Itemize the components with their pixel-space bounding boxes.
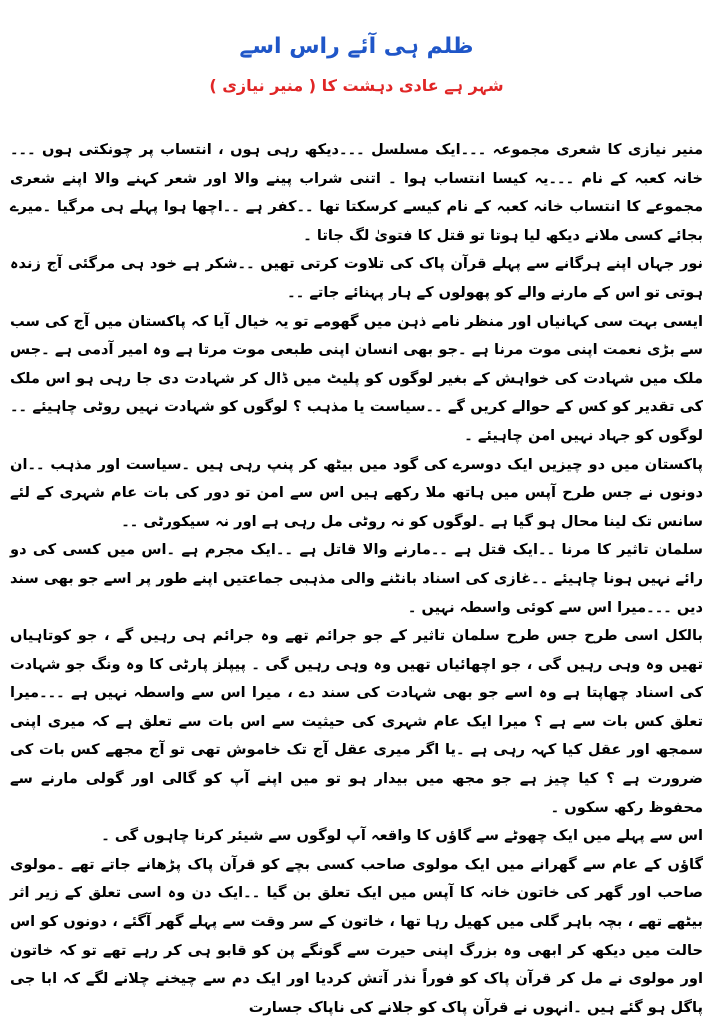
paragraph: منیر نیازی کا شعری مجموعہ ۔۔۔ایک مسلسل ۔۔۔دیکھ رہی ہوں ، انتساب پر چونکتی ہوں ۔۔۔خانہ کعبہ کے نام ۔۔۔یہ کیسا انتساب ہوا ۔ اتنی شراب پینے والا اور شعر کہنے والا اپنے شعری مجموعے کا انتساب خانہ کعبہ کے نام کیسے کرسکتا تھا ۔۔کفر ہے ۔۔اچھا ہوا پہلے ہی مرگیا ۔میرے بجائے کسی ملانے دیکھ لیا ہوتا تو قتل کا فتویٰ لگ جاتا ۔: [10, 141, 703, 244]
paragraph: پاکستان میں دو چیزیں ایک دوسرے کی گود میں بیٹھ کر پنپ رہی ہیں ۔سیاست اور مذہب ۔۔ان دونوں نے جس طرح آپس میں ہاتھ ملا رکھے ہیں اس سے امن تو دور کی بات عام شہری کے لئے سانس تک لینا محال ہو گیا ہے ۔لوگوں کو نہ روٹی مل رہی ہے اور نہ سیکورٹی ۔۔: [10, 455, 703, 530]
article-title: ظلم ہی آئے راس اسے: [239, 34, 474, 59]
article-body: [10, 136, 703, 1022]
paragraph: نور جہاں اپنے ہرگانے سے پہلے قرآن پاک کی تلاوت کرتی تھیں ۔۔شکر ہے خود ہی مرگئی آج زندہ ہوتی تو اس کے مارنے والے کو پھولوں کے ہار پہنائے جاتے ۔۔: [10, 255, 703, 301]
paragraph: ایسی بہت سی کہانیاں اور منظر نامے ذہن میں گھومے تو یہ خیال آیا کہ پاکستان میں آج کی سب سے بڑی نعمت اپنی موت مرنا ہے ۔جو بھی انسان اپنی طبعی موت مرتا ہے وہ امیر آدمی ہے ۔جس ملک میں شہادت کی خواہش کے بغیر لوگوں کو پلیٹ میں ڈال کر شہادت دی جا رہی ہو اس ملک کی تقدیر کو کس کے حوالے کریں گے ۔۔سیاست یا مذہب ؟ لوگوں کو شہادت نہیں روٹی چاہیئے ۔۔لوگوں کو جہاد نہیں امن چاہیئے ۔: [10, 312, 703, 444]
paragraph: گاؤں کے عام سے گھرانے میں ایک مولوی صاحب کسی بچے کو قرآن پاک پڑھانے جاتے تھے ۔مولوی صاحب اور گھر کی خاتون خانہ کا آپس میں ایک تعلق بن گیا ۔۔ایک دن وہ اسی تعلق کے زیر اثر بیٹھے تھے ، بچہ باہر گلی میں کھیل رہا تھا ، خاتون کے سر وقت سے پہلے گھر آگئے ، دونوں کو اس حالت میں دیکھ کر ابھی وہ بزرگ اپنی حیرت سے گونگے پن کو قابو ہی کر رہے تھے تو کہ خاتون اور مولوی نے مل کر قرآن پاک کو فوراً نذر آتش کردیا اور ایک دم سے چیخنے چلانے لگے کہ ابا جی پاگل ہو گئے ہیں ۔انہوں نے قرآن پاک کو جلانے کی ناپاک جسارت: [10, 855, 703, 1016]
paragraph: سلمان تاثیر کا مرنا ۔۔ایک قتل ہے ۔۔مارنے والا قاتل ہے ۔۔ایک مجرم ہے ۔اس میں کسی کی دو رائے نہیں ہونا چاہیئے ۔۔غازی کی اسناد بانٹنے والی مذہبی جماعتیں اپنے طور پر اسے جو بھی سند دیں ۔۔۔میرا اس سے کوئی واسطہ نہیں ۔: [10, 541, 703, 616]
paragraph: بالکل اسی طرح جس طرح سلمان تاثیر کے جو جرائم تھے وہ جرائم ہی رہیں گے ، جو کوتاہیاں تھیں وہ وہی رہیں گی ، جو اچھائیاں تھیں وہ وہی رہیں گی ۔ پیپلز پارٹی کا وہ ونگ جو شہادت کی اسناد چھاپتا ہے وہ اسے جو بھی شہادت کی سند دے ، میرا اس سے واسطہ نہیں ہے ۔۔۔میرا تعلق کس بات سے ہے ؟ میرا ایک عام شہری کی حیثیت سے اس بات سے تعلق ہے کہ میری اپنی سمجھ اور عقل کیا کہہ رہی ہے ۔یا اگر میری عقل آج تک خاموش تھی تو آج مجھے کس بات کی ضرورت ہے ؟ کیا چیز ہے جو مجھ میں بیدار ہو تو میں اپنے آپ کو گالی اور گولی مارنے سے محفوظ رکھ سکوں ۔: [10, 627, 703, 816]
article-subtitle: شہر ہے عادی دہشت کا ( منیر نیازی ): [209, 76, 504, 95]
paragraph: اس سے پہلے میں ایک چھوٹے سے گاؤں کا واقعہ آپ لوگوں سے شیئر کرنا چاہوں گی ۔: [101, 827, 703, 845]
